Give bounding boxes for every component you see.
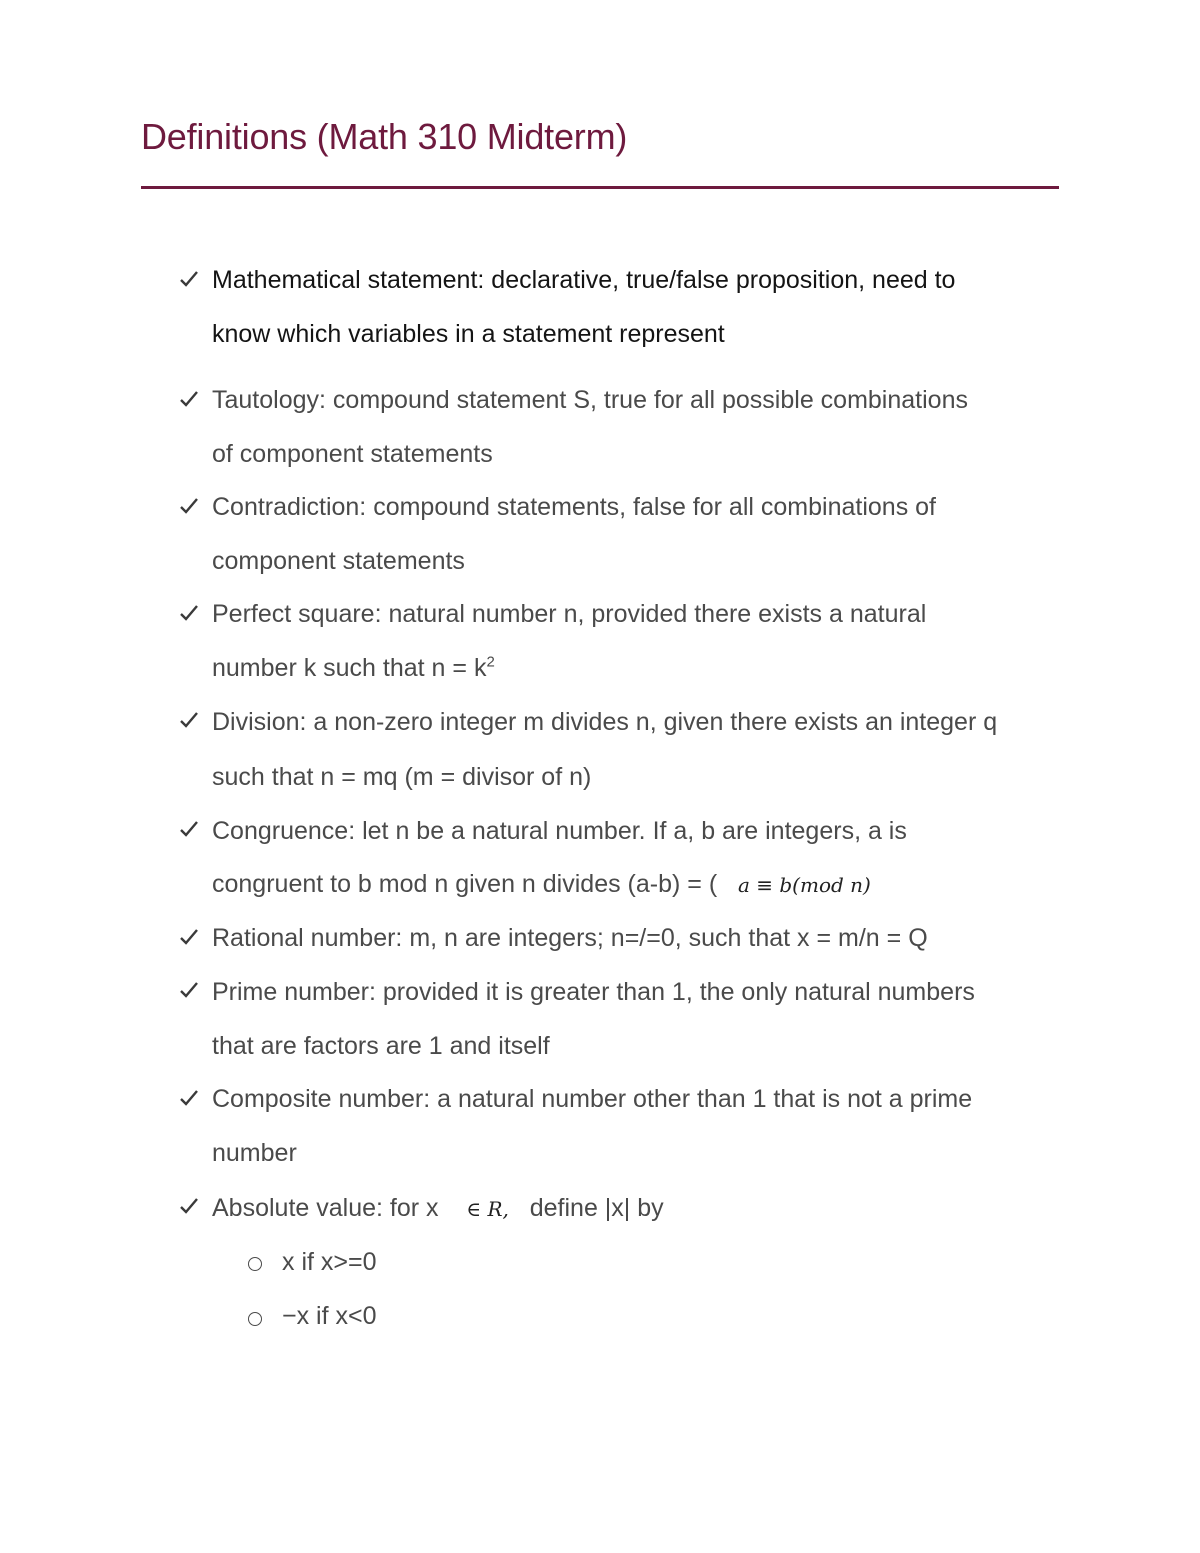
exponent: 2 [486,653,495,671]
checkmark-icon [178,709,202,733]
congruence-formula: a ≡ b(mod n) [737,873,871,897]
perfect-square-text: number k such that n = k [212,654,487,682]
definition-tautology-line1: Tautology: compound statement S, true for all possible combinations [212,386,968,414]
checkmark-icon [178,979,202,1003]
checkmark-icon [178,818,202,842]
definition-tautology-line2: of component statements [212,440,493,468]
definition-division-line2: such that n = mq (m = divisor of n) [212,763,592,791]
checkmark-icon [178,602,202,626]
definition-prime-number-line2: that are factors are 1 and itself [212,1032,550,1060]
checkmark-icon [178,268,202,292]
definition-contradiction-line2: component statements [212,547,465,575]
definition-composite-number-line2: number [212,1139,297,1167]
page-title: Definitions (Math 310 Midterm) [141,116,628,157]
absolute-value-text: Absolute value: for x [212,1194,439,1222]
checkmark-icon [178,1087,202,1111]
definition-composite-number-line1: Composite number: a natural number other than 1 that is not a prime [212,1085,973,1113]
hollow-circle-icon [248,1257,262,1271]
checkmark-icon [178,926,202,950]
absolute-value-case-1: x if x>=0 [282,1248,377,1276]
absolute-value-case-2: −x if x<0 [282,1302,377,1330]
definition-mathematical-statement-line2: know which variables in a statement represent [212,320,725,348]
definition-congruence-line1: Congruence: let n be a natural number. If a, b are integers, a is [212,817,907,845]
definition-rational-number-line1: Rational number: m, n are integers; n=/=0, such that x = m/n = Q [212,924,928,952]
definition-congruence-line2 [212,869,871,900]
definition-division-line1: Division: a non-zero integer m divides n, given there exists an integer q [212,708,998,736]
absolute-value-define: define |x| by [529,1194,664,1222]
checkmark-icon [178,495,202,519]
checkmark-icon [178,1195,202,1219]
definition-contradiction-line1: Contradiction: compound statements, false for all combinations of [212,493,936,521]
congruence-text: congruent to b mod n given n divides (a-b) = ( [212,870,718,898]
definition-prime-number-line1: Prime number: provided it is greater than 1, the only natural numbers [212,978,975,1006]
definition-perfect-square-line1: Perfect square: natural number n, provided there exists a natural [212,600,927,628]
checkmark-icon [178,388,202,412]
hollow-circle-icon [248,1312,262,1326]
element-of-reals: ∈ R, [466,1197,509,1221]
definition-perfect-square-line2 [212,653,495,683]
definition-mathematical-statement-line1: Mathematical statement: declarative, true/false proposition, need to [212,266,956,294]
title-underline [141,186,1059,189]
definition-absolute-value-line1 [212,1193,664,1224]
